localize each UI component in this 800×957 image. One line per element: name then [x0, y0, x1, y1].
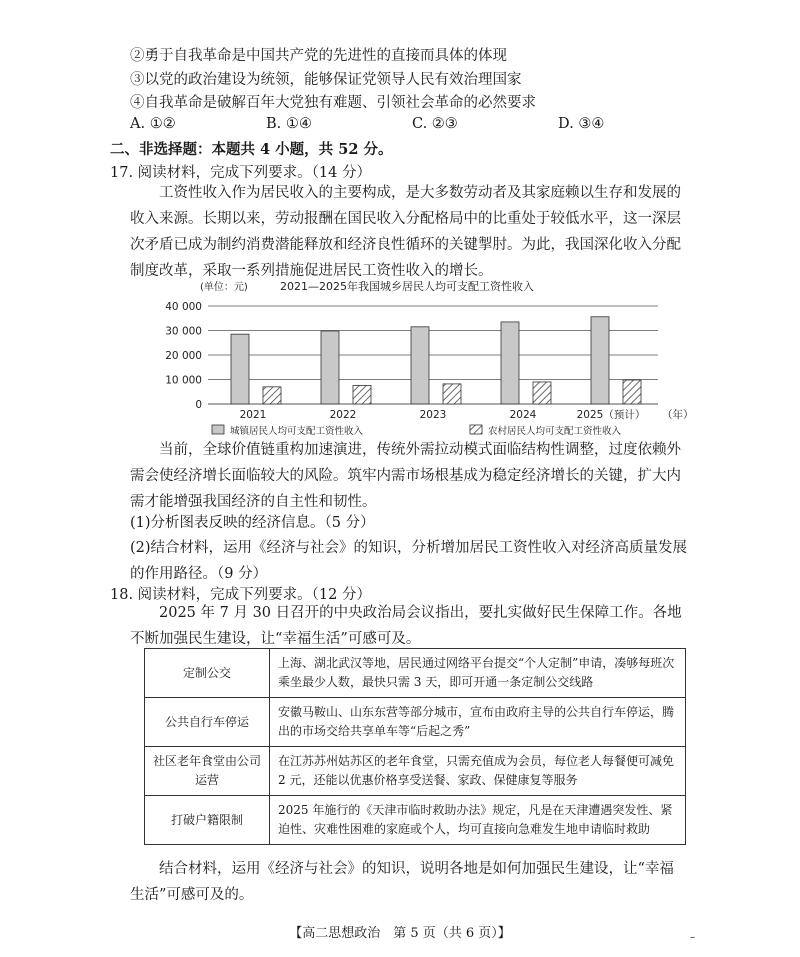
table-head-cell: 公共自行车停运 [145, 698, 270, 747]
table-head-cell: 打破户籍限制 [145, 796, 270, 845]
x-tick-label: 2023 [419, 409, 447, 421]
chart-title: 2021—2025年我国城乡居民人均可支配工资性收入 [280, 280, 534, 293]
x-tick-label: 2021 [239, 409, 267, 421]
y-tick-label: 0 [195, 399, 202, 411]
option-b: B. ①④ [266, 116, 312, 132]
option-a: A. ①② [130, 116, 176, 132]
q17-material-1: 工资性收入作为居民收入的主要构成，是大多数劳动者及其家庭赖以生存和发展的收入来源。长期以来，劳动报酬在国民收入分配格局中的比重处于较低水平，这一深层次矛盾已成为制约消费潜能释放和经济良性循环的关键掣肘。为此，我国深化收入分配制度改革，采取一系列措施促进居民工资性收入的增长。 [130, 185, 681, 279]
y-tick-label: 20 000 [165, 350, 202, 362]
y-tick-label: 40 000 [165, 301, 202, 313]
choice-item-3: ③以党的政治建设为统领，能够保证党领导人民有效治理国家 [130, 72, 522, 88]
bar-urban [591, 317, 609, 404]
page-footer: 【高二思想政治 第 5 页（共 6 页）】 [289, 926, 511, 941]
option-d: D. ③④ [558, 116, 605, 132]
table-row [145, 747, 686, 796]
table-row [145, 796, 686, 845]
x-tick-label: 2025（预计） [576, 409, 646, 421]
bar-rural [623, 380, 641, 404]
y-tick-label: 30 000 [165, 325, 202, 338]
y-tick-label: 10 000 [165, 374, 202, 387]
chart-unit-label: (单位：元) [200, 282, 248, 293]
section-two-heading: 二、非选择题：本题共 4 小题，共 52 分。 [110, 141, 393, 158]
table-row [145, 649, 686, 698]
option-c: C. ②③ [412, 116, 458, 132]
chart-x-unit: （年） [662, 409, 694, 421]
x-tick-label: 2024 [509, 409, 537, 421]
choice-item-2: ②勇于自我革命是中国共产党的先进性的直接而具体的体现 [130, 48, 507, 64]
livelihood-table [144, 648, 686, 845]
legend-urban: 城镇居民人均可支配工资性收入 [230, 426, 364, 437]
table-head-cell: 定制公交 [145, 649, 270, 698]
bar-urban [321, 331, 339, 404]
table-content-cell: 安徽马鞍山、山东东营等部分城市，宣布由政府主导的公共自行车停运，腾出的市场交给共享单车等“后起之秀” [270, 698, 686, 747]
income-bar-chart [150, 276, 710, 438]
table-row [145, 698, 686, 747]
table-content-cell: 上海、湖北武汉等地，居民通过网络平台提交“个人定制”申请，凑够每班次乘坐最少人数，最快只需 3 天，即可开通一条定制公交线路 [270, 649, 686, 698]
bar-rural [443, 384, 461, 404]
x-tick-label: 2022 [329, 409, 357, 421]
table-head-cell: 社区老年食堂由公司运营 [145, 747, 270, 796]
q18-material: 2025 年 7 月 30 日召开的中央政治局会议指出，要扎实做好民生保障工作。各地不断加强民生建设，让“幸福生活”可感可及。 [130, 605, 682, 647]
q17-material-2: 当前，全球价值链重构加速演进，传统外需拉动模式面临结构性调整，过度依赖外需会使经济增长面临较大的风险。筑牢内需市场根基成为稳定经济增长的关键，扩大内需才能增强我国经济的自主性和韧性。 [130, 442, 681, 510]
bar-urban [231, 334, 249, 404]
table-content-cell: 2025 年施行的《天津市临时救助办法》规定，凡是在天津遭遇突发性、紧迫性、灾难性困难的家庭或个人，均可直接向急难发生地申请临时救助 [270, 796, 686, 845]
table-content-cell: 在江苏苏州姑苏区的老年食堂，只需充值成为会员，每位老人每餐便可减免 2 元，还能以优惠价格享受送餐、家政、保健康复等服务 [270, 747, 686, 796]
bar-rural [263, 387, 281, 404]
bar-urban [501, 322, 519, 404]
bar-rural [533, 382, 551, 404]
legend-swatch-urban [212, 425, 224, 434]
q17-sub-question-1: (1)分析图表反映的经济信息。（5 分） [130, 515, 375, 531]
legend-rural: 农村居民人均可支配工资性收入 [488, 426, 622, 437]
bar-rural [353, 385, 371, 404]
legend-swatch-rural [470, 425, 482, 434]
bar-urban [411, 327, 429, 404]
corner-mark: – [690, 932, 695, 943]
choice-item-4: ④自我革命是破解百年大党独有难题、引领社会革命的必然要求 [130, 95, 536, 111]
answer-options [130, 116, 650, 136]
q17-sub-question-2: (2)结合材料，运用《经济与社会》的知识，分析增加居民工资性收入对经济高质量发展的作用路径。（9 分） [130, 540, 688, 582]
q18-question: 结合材料，运用《经济与社会》的知识，说明各地是如何加强民生建设，让“幸福生活”可感可及的。 [130, 861, 674, 903]
q18-title: 18. 阅读材料，完成下列要求。（12 分） [110, 587, 371, 603]
q17-title: 17. 阅读材料，完成下列要求。（14 分） [110, 165, 371, 181]
